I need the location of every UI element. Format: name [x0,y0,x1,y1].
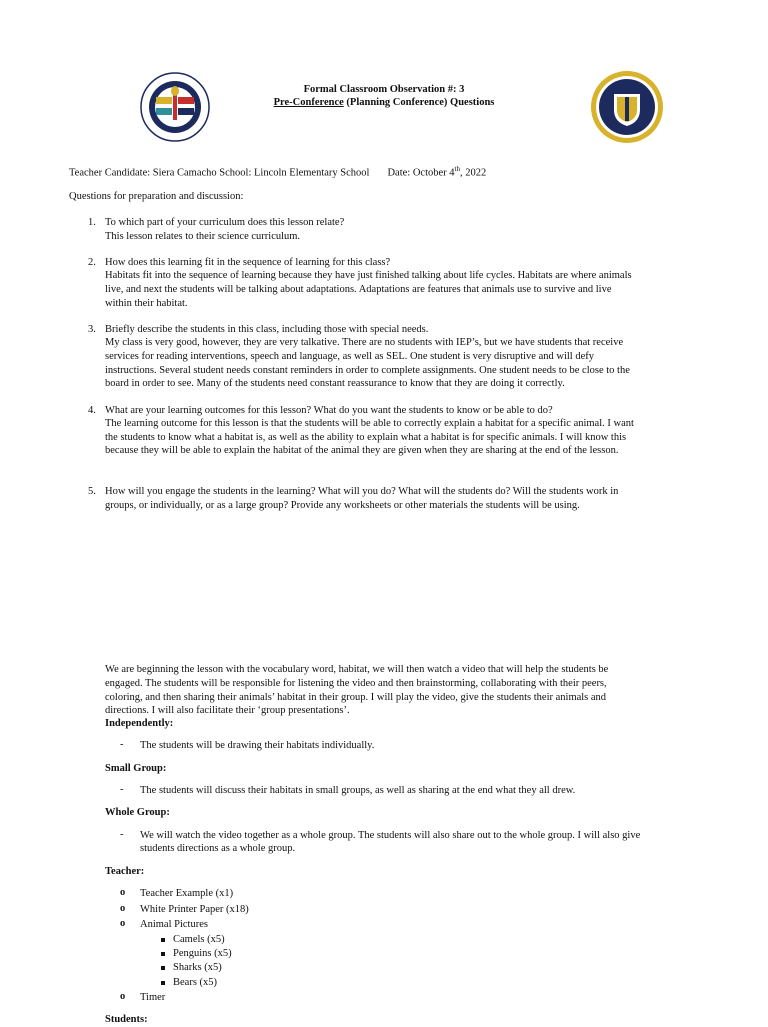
section-title-independently: Independently: [105,718,174,729]
circle-bullet: o [120,991,126,1002]
section-title-whole-group: Whole Group: [105,807,170,818]
animal-sub-item: Bears (x5) [173,977,218,988]
dash-bullet: - [120,829,124,840]
teacher-item: Timer [140,992,166,1003]
teacher-info-line [69,163,486,180]
answer-line: My class is very good, however, they are very talkative. There are no students with IEP’s, but we have students that receive [105,337,624,348]
subtitle-underlined: Pre-Conference [273,97,344,108]
dash-bullet: - [120,739,124,750]
intro-text: Questions for preparation and discussion: [69,191,244,202]
teacher-school-text: Teacher Candidate: Siera Camacho School: Lincoln Elementary School [69,167,370,179]
answer-line: instructions. Several student needs constant reminders in order to complete assignments. One student needs to be close to the [105,365,630,376]
question-text: What are your learning outcomes for this lesson? What do you want the students to know or be able to do? [105,405,553,416]
question-number: 4. [88,405,96,416]
question-number: 1. [88,217,96,228]
date-label: Date: October 4 [387,167,455,179]
square-bullet [161,952,165,956]
animal-sub-item: Penguins (x5) [173,948,232,959]
answer-line: the students to know what a habitat is, as well as the ability to explain what a habitat is for specific animals. I will know this [105,432,627,443]
square-bullet [161,966,165,970]
circle-bullet: o [120,918,126,929]
subtitle-rest: (Planning Conference) Questions [343,97,495,108]
section-title-small-group: Small Group: [105,763,167,774]
answer-line: board in order to see. Many of the students need constant reassurance to know that they are doing it correctly. [105,378,565,389]
answer-line: This lesson relates to their science curriculum. [105,231,301,242]
answer-line: Habitats fit into the sequence of learning because they have just finished talking about life cycles. Habitats are where animals [105,270,632,281]
teacher-item: White Printer Paper (x18) [140,904,249,915]
engage-line: engaged. The students will be responsible for listening the video and then brainstorming, collaborating with their peers, [105,678,607,689]
square-bullet [161,981,165,985]
answer-line: within their habitat. [105,298,188,309]
teacher-item: Animal Pictures [140,919,208,930]
document-title: Formal Classroom Observation #: 3 [303,84,465,95]
question-text: Briefly describe the students in this class, including those with special needs. [105,324,429,335]
whole-group-item: We will watch the video together as a whole group. The students will also share out to the whole group. I will also give [140,830,641,841]
engage-line: coloring, and then sharing their animals’ habitat in their group. I will play the video, give the students their animals and [105,692,607,703]
circle-bullet: o [120,887,126,898]
date-sup: th [454,165,460,173]
dash-bullet: - [120,784,124,795]
question-text: How will you engage the students in the learning? What will you do? What will the students do? Will the students work in [105,486,619,497]
square-bullet [161,938,165,942]
document-subtitle [0,97,768,108]
answer-line: because they will be able to explain the habitat of the animal they are given when they are sharing at the end of the lesson. [105,445,619,456]
question-number: 5. [88,486,96,497]
section-title-students: Students: [105,1014,148,1025]
teacher-item: Teacher Example (x1) [140,888,234,899]
question-number: 2. [88,257,96,268]
question-text: To which part of your curriculum does this lesson relate? [105,217,345,228]
section-title-teacher: Teacher: [105,866,145,877]
engage-line: directions. I will also facilitate their ‘group presentations’. [105,705,350,716]
animal-sub-item: Camels (x5) [173,934,225,945]
question-number: 3. [88,324,96,335]
answer-line: live, and next the students will be talking about adaptations. Adaptations are features that animals use to survive and live [105,284,612,295]
question-text-continued: groups, or individually, or as a large group? Provide any worksheets or other materials the students will be using. [105,500,580,511]
answer-line: The learning outcome for this lesson is that the students will be able to correctly explain a habitat for a specific animal. I want [105,418,634,429]
answer-line: services for reading interventions, speech and language, as well as SEL. One student is very disruptive and will defy [105,351,594,362]
circle-bullet: o [120,903,126,914]
engage-line: We are beginning the lesson with the vocabulary word, habitat, we will then watch a video that will help the students be [105,664,609,675]
small-group-item: The students will discuss their habitats in small groups, as well as sharing at the end what they all drew. [140,785,576,796]
question-text: How does this learning fit in the sequence of learning for this class? [105,257,391,268]
date-year: , 2022 [459,167,487,179]
whole-group-item: students directions as a whole group. [140,843,296,854]
independently-item: The students will be drawing their habitats individually. [140,740,375,751]
animal-sub-item: Sharks (x5) [173,962,222,973]
